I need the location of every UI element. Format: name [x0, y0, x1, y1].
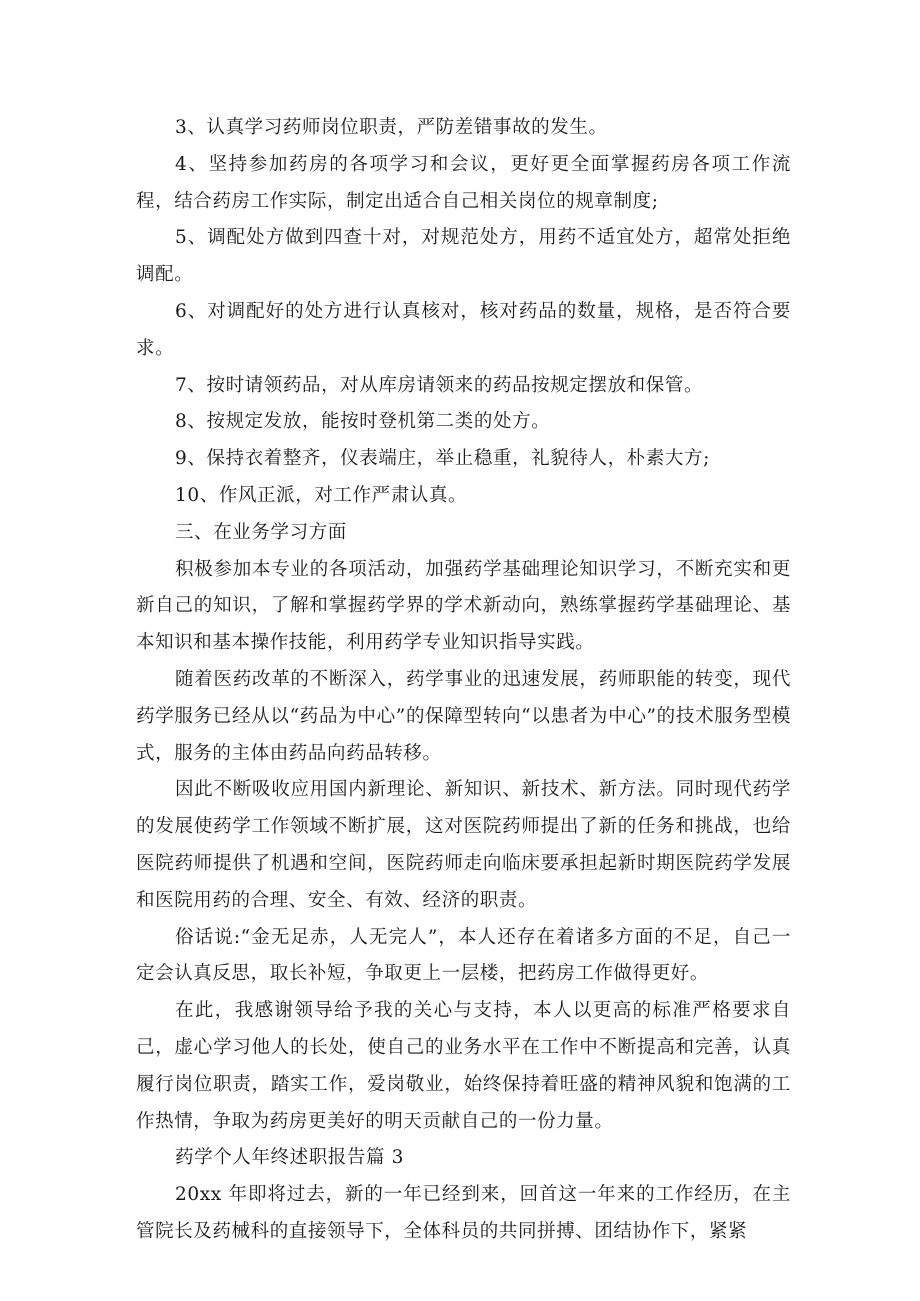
section-heading: 三、在业务学习方面	[175, 521, 347, 543]
paragraph-item-4: 4、坚持参加药房的各项学习和会议，更好更全面掌握药房各项工作流程，结合药房工作实际，制定出适合自己相关岗位的规章制度;	[136, 153, 791, 212]
paragraph-item-3: 3、认真学习药师岗位职责，严防差错事故的发生。	[175, 117, 608, 138]
paragraph-item-9: 9、保持衣着整齐，仪表端庄，举止稳重，礼貌待人，朴素大方;	[175, 448, 710, 470]
body-paragraph: 在此，我感谢领导给予我的关心与支持，本人以更高的标准严格要求自己，虚心学习他人的长处，使自己的业务水平在工作中不断提高和完善，认真履行岗位职责，踏实工作，爱岗敬业，始终保持着旺盛的精神风貌和饱满的工作热情，争取为药房更美好的明天贡献自己的一份力量。	[136, 1000, 791, 1132]
body-paragraph: 因此不断吸收应用国内新理论、新知识、新技术、新方法。同时现代药学的发展使药学工作领域不断扩展，这对医院药师提出了新的任务和挑战，也给医院药师提供了机遇和空间，医院药师走向临床要承担起新时期医院药学发展和医院用药的合理、安全、有效、经济的职责。	[136, 779, 791, 911]
body-paragraph: 20xx 年即将过去，新的一年已经到来，回首这一年来的工作经历，在主管院长及药械科的直接领导下，全体科员的共同拼搏、团结协作下，紧紧	[136, 1184, 791, 1242]
article-title: 药学个人年终述职报告篇 3	[175, 1147, 404, 1169]
body-paragraph: 积极参加本专业的各项活动，加强药学基础理论知识学习，不断充实和更新自己的知识，了解和掌握药学界的学术新动向，熟练掌握药学基础理论、基本知识和基本操作技能，利用药学专业知识指导实践。	[136, 558, 791, 654]
paragraph-item-8: 8、按规定发放，能按时登机第二类的处方。	[175, 411, 551, 433]
paragraph-item-7: 7、按时请领药品，对从库房请领来的药品按规定摆放和保管。	[175, 374, 704, 396]
paragraph-item-5: 5、调配处方做到四查十对，对规范处方，用药不适宜处方，超常处拒绝调配。	[136, 227, 791, 286]
paragraph-item-10: 10、作风正派，对工作严肃认真。	[175, 484, 468, 506]
body-paragraph: 随着医药改革的不断深入，药学事业的迅速发展，药师职能的转变，现代药学服务已经从以“药品为中心”的保障型转向“以患者为中心”的技术服务型模式，服务的主体由药品向药品转移。	[136, 668, 791, 764]
body-paragraph: 俗话说:“金无足赤，人无完人”，本人还存在着诸多方面的不足，自己一定会认真反思，取长补短，争取更上一层楼，把药房工作做得更好。	[136, 926, 791, 985]
document-body	[136, 110, 791, 1251]
paragraph-item-6: 6、对调配好的处方进行认真核对，核对药品的数量，规格，是否符合要求。	[136, 300, 791, 359]
